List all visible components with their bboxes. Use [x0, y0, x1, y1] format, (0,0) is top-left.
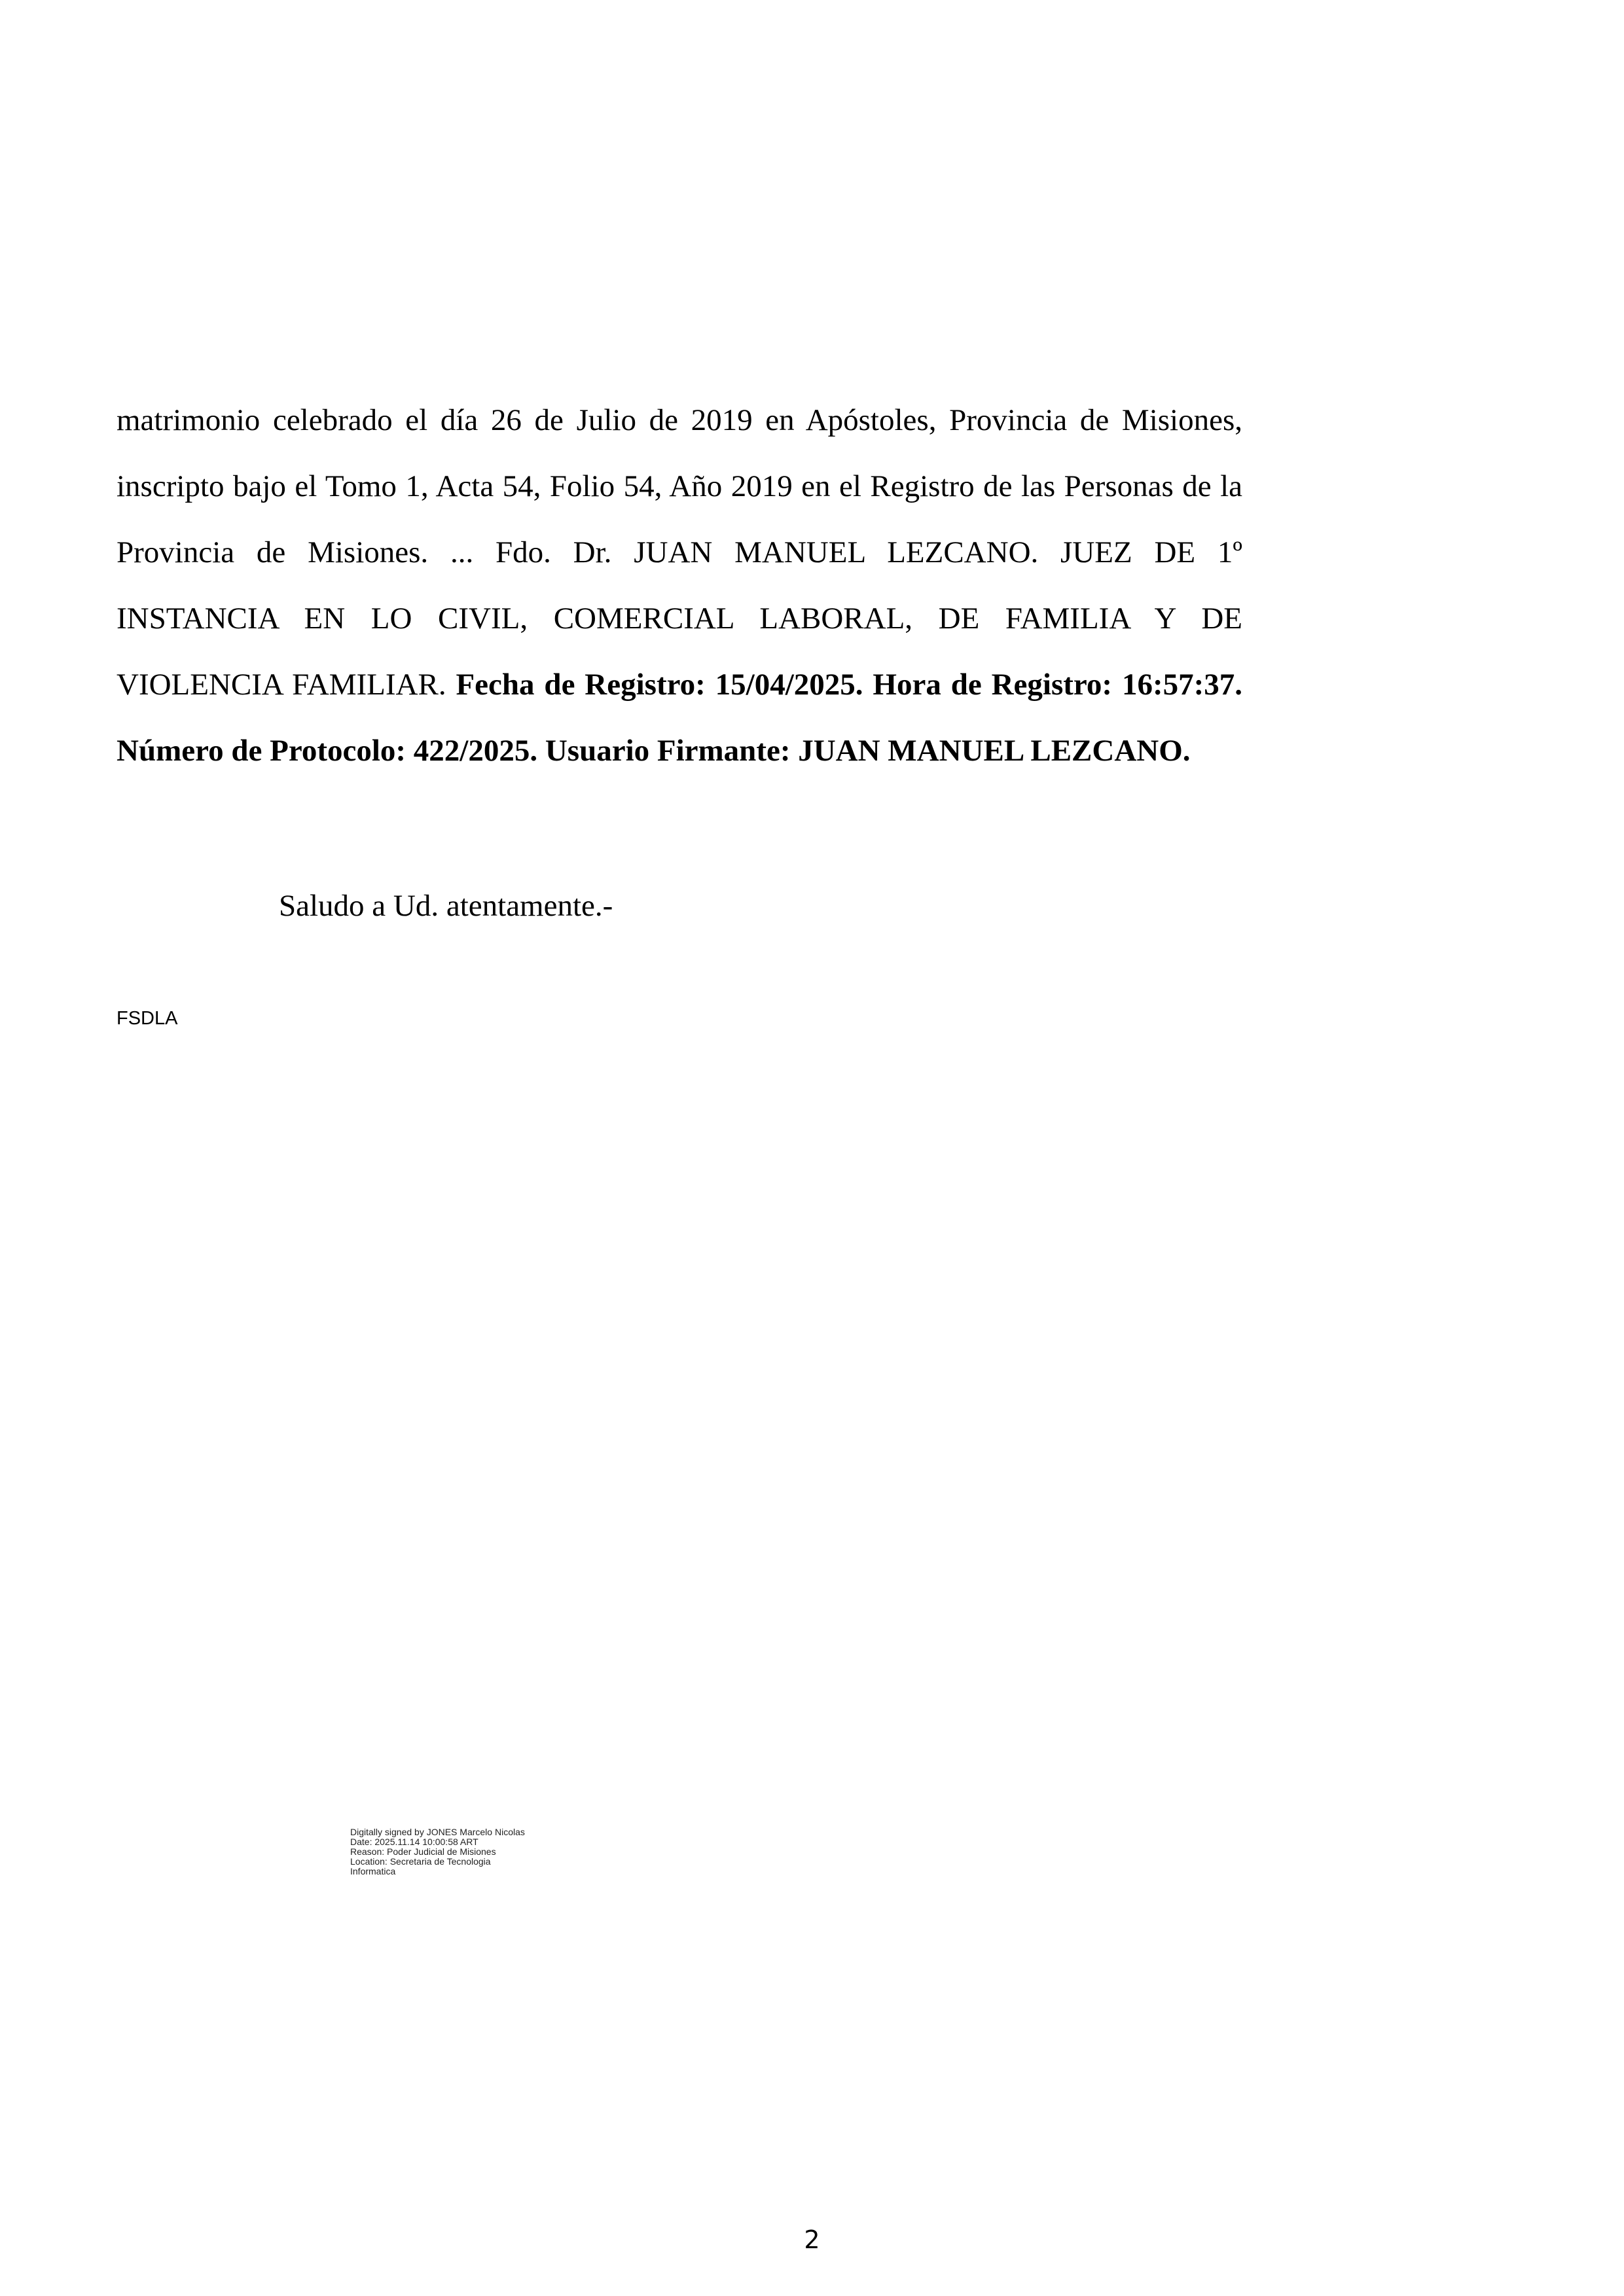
signature-reason: Reason: Poder Judicial de Misiones	[350, 1846, 496, 1857]
typist-initials: FSDLA	[117, 1008, 178, 1029]
closing-salutation: Saludo a Ud. atentamente.-	[279, 889, 613, 923]
paragraph-bold-registration-text: Fecha de Registro: 15/04/2025. Hora de Registro: 16:57:37. Número de Protocolo: 422/2025. Usuario Firmante: JUAN MANUEL LEZCANO.	[117, 668, 1243, 768]
body-paragraph	[117, 387, 1242, 784]
signature-location: Location: Secretaria de Tecnologia	[350, 1856, 491, 1867]
paragraph-plain-text: matrimonio celebrado el día 26 de Julio de 2019 en Apóstoles, Provincia de Misiones, inscripto bajo el Tomo 1, Acta 54, Folio 54, Año 2019 en el Registro de las Personas de la Provincia de Misiones. ... Fdo. Dr. JUAN MANUEL LEZCANO. JUEZ DE 1º INSTANCIA EN LO CIVIL, COMERCIAL LABORAL, DE FAMILIA Y DE VIOLENCIA FAMILIAR.	[117, 403, 1242, 702]
page-number: 2	[804, 2225, 820, 2254]
signature-location-continued: Informatica	[350, 1866, 396, 1876]
signature-date: Date: 2025.11.14 10:00:58 ART	[350, 1837, 478, 1847]
signature-signed-by: Digitally signed by JONES Marcelo Nicolas	[350, 1827, 525, 1837]
digital-signature-block	[350, 1827, 586, 1876]
